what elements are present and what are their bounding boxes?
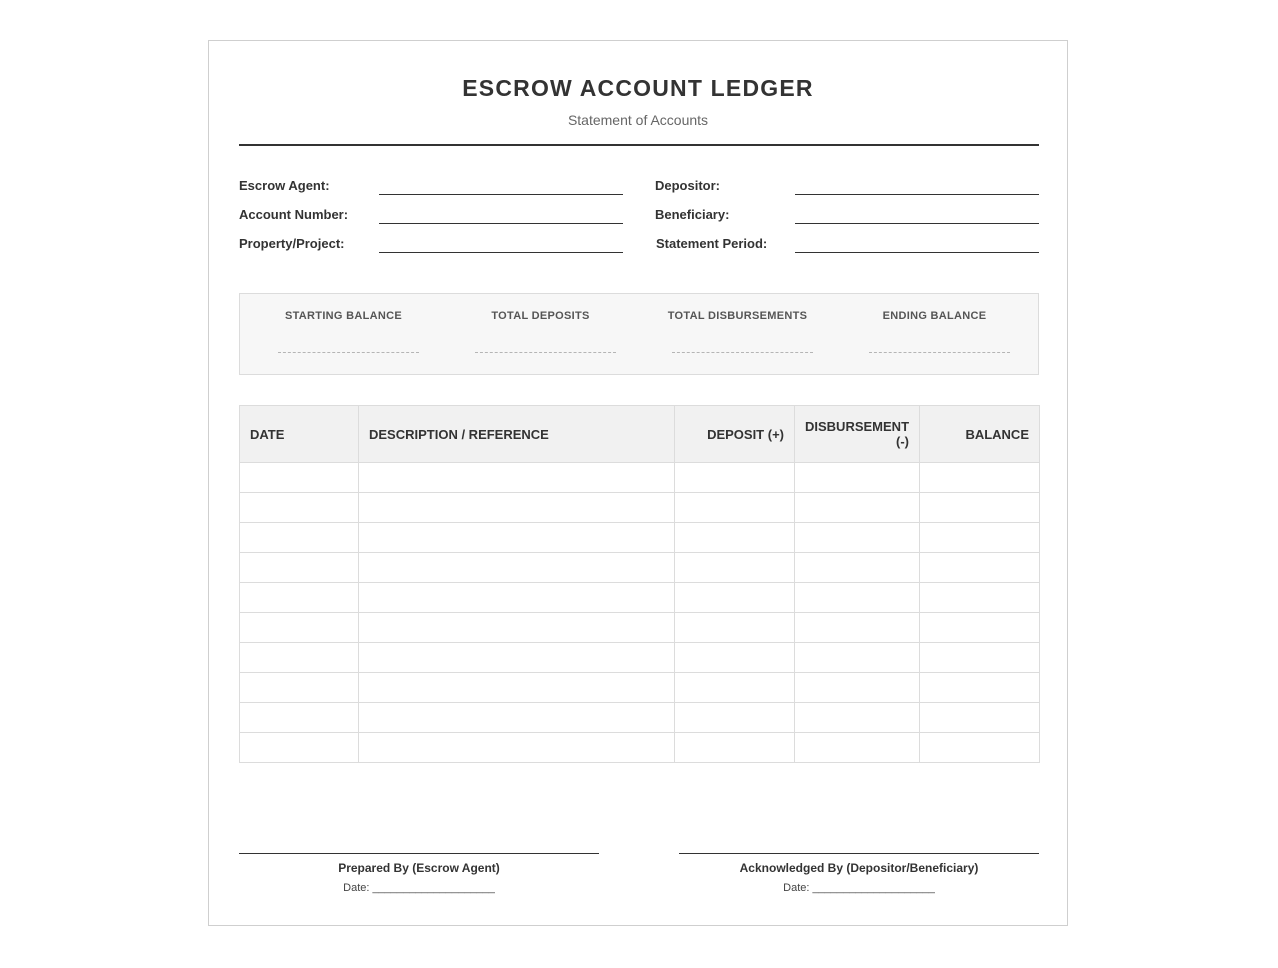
table-row [240,613,1040,643]
table-row [240,553,1040,583]
balance-cell[interactable] [920,553,1040,583]
balance-cell[interactable] [920,733,1040,763]
disbursement-cell[interactable] [795,553,920,583]
disbursement-cell[interactable] [795,463,920,493]
table-row [240,583,1040,613]
total-deposits-label: TOTAL DEPOSITS [491,310,590,322]
description-cell[interactable] [359,643,675,673]
table-row [240,463,1040,493]
table-header-row [240,406,1040,463]
description-cell[interactable] [359,583,675,613]
description-cell[interactable] [359,613,675,643]
prepared-by-date: Date: ____________________ [343,882,495,894]
acknowledged-by-date: Date: ____________________ [783,882,935,894]
total-disbursements-cell [639,294,836,374]
prepared-by-label: Prepared By (Escrow Agent) [338,861,500,875]
column-header-disbursement: DISBURSEMENT (-) [795,406,920,463]
description-cell[interactable] [359,463,675,493]
ending-balance-label: ENDING BALANCE [882,310,987,322]
starting-balance-field[interactable] [278,352,419,353]
date-cell[interactable] [240,733,359,763]
date-cell[interactable] [240,703,359,733]
description-cell[interactable] [359,703,675,733]
title-divider [239,144,1039,146]
starting-balance-label: STARTING BALANCE [284,310,403,322]
balance-cell[interactable] [920,703,1040,733]
disbursement-cell[interactable] [795,613,920,643]
acknowledged-by-label: Acknowledged By (Depositor/Beneficiary) [739,861,979,875]
page-title: ESCROW ACCOUNT LEDGER [462,75,814,101]
balance-cell[interactable] [920,643,1040,673]
total-disbursements-field[interactable] [672,352,813,353]
prepared-by-signature-line[interactable] [239,853,599,854]
ending-balance-field[interactable] [869,352,1010,353]
description-cell[interactable] [359,493,675,523]
balance-cell[interactable] [920,673,1040,703]
description-cell[interactable] [359,523,675,553]
date-cell[interactable] [240,553,359,583]
property-project-field[interactable] [379,252,623,253]
acknowledged-by-signature-line[interactable] [679,853,1039,854]
table-row [240,703,1040,733]
disbursement-cell[interactable] [795,643,920,673]
description-cell[interactable] [359,733,675,763]
column-header-description: DESCRIPTION / REFERENCE [359,406,675,463]
deposit-cell[interactable] [675,463,795,493]
column-header-balance: BALANCE [920,406,1040,463]
deposit-cell[interactable] [675,733,795,763]
table-row [240,523,1040,553]
disbursement-cell[interactable] [795,583,920,613]
disbursement-cell[interactable] [795,703,920,733]
column-header-date: DATE [240,406,359,463]
starting-balance-cell [245,294,442,374]
table-row [240,733,1040,763]
beneficiary-label: Beneficiary: [655,207,730,222]
deposit-cell[interactable] [675,493,795,523]
date-cell[interactable] [240,523,359,553]
total-deposits-field[interactable] [475,352,616,353]
escrow-agent-label: Escrow Agent: [239,178,330,193]
disbursement-cell[interactable] [795,733,920,763]
date-cell[interactable] [240,673,359,703]
description-cell[interactable] [359,553,675,583]
deposit-cell[interactable] [675,703,795,733]
table-row [240,673,1040,703]
account-number-field[interactable] [379,223,623,224]
balance-cell[interactable] [920,463,1040,493]
deposit-cell[interactable] [675,643,795,673]
disbursement-cell[interactable] [795,673,920,703]
ledger-table [239,405,1040,763]
depositor-label: Depositor: [655,178,720,193]
balance-cell[interactable] [920,523,1040,553]
account-number-label: Account Number: [239,207,349,222]
balance-cell[interactable] [920,613,1040,643]
statement-period-field[interactable] [795,252,1039,253]
page-subtitle: Statement of Accounts [567,112,709,128]
description-cell[interactable] [359,673,675,703]
property-project-label: Property/Project: [239,236,345,251]
total-deposits-cell [442,294,639,374]
ending-balance-cell [836,294,1033,374]
disbursement-cell[interactable] [795,493,920,523]
disbursement-cell[interactable] [795,523,920,553]
deposit-cell[interactable] [675,583,795,613]
statement-period-label: Statement Period: [656,236,768,251]
ledger-document [208,40,1068,926]
date-cell[interactable] [240,463,359,493]
table-row [240,493,1040,523]
date-cell[interactable] [240,643,359,673]
deposit-cell[interactable] [675,613,795,643]
depositor-field[interactable] [795,194,1039,195]
escrow-agent-field[interactable] [379,194,623,195]
column-header-deposit: DEPOSIT (+) [675,406,795,463]
date-cell[interactable] [240,583,359,613]
balance-summary [239,293,1039,375]
table-row [240,643,1040,673]
deposit-cell[interactable] [675,553,795,583]
deposit-cell[interactable] [675,673,795,703]
date-cell[interactable] [240,493,359,523]
balance-cell[interactable] [920,493,1040,523]
balance-cell[interactable] [920,583,1040,613]
date-cell[interactable] [240,613,359,643]
deposit-cell[interactable] [675,523,795,553]
beneficiary-field[interactable] [795,223,1039,224]
total-disbursements-label: TOTAL DISBURSEMENTS [667,310,808,322]
